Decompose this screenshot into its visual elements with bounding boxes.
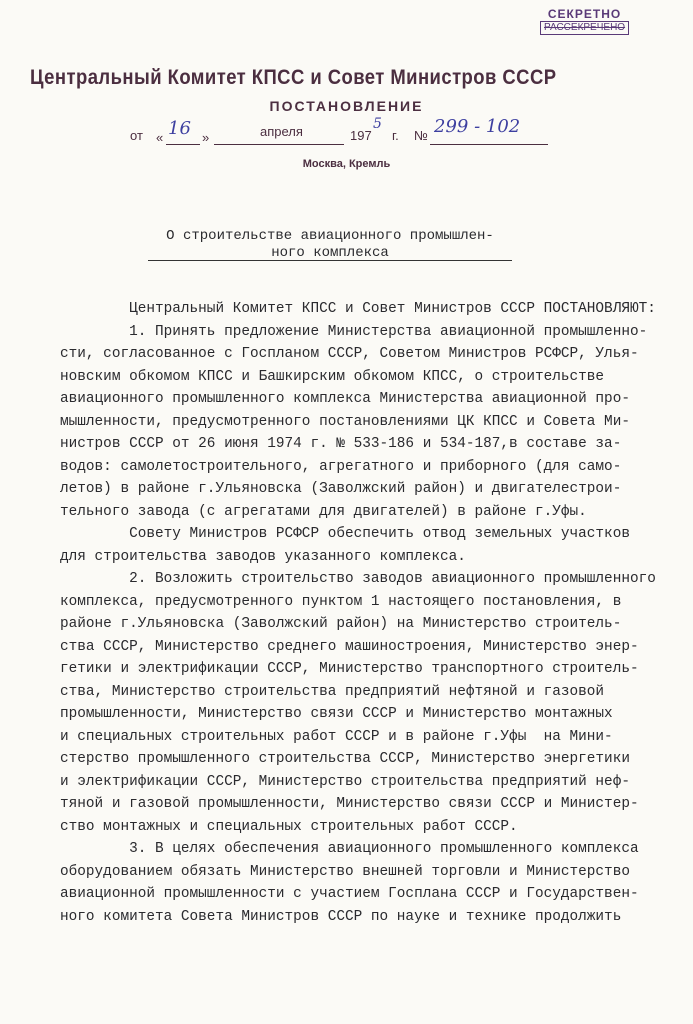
body-line: и электрификации СССР, Министерство строительства предприятий неф- — [60, 773, 630, 790]
document-type: ПОСТАНОВЛЕНИЕ — [269, 98, 424, 114]
body-line: стерство промышленного строительства СССР, Министерство энергетики — [60, 751, 630, 767]
declassified-mark: РАССЕКРЕЧЕНО — [540, 21, 629, 35]
subject-line-1: О строительстве авиационного промышлен- — [166, 228, 494, 244]
body-line: промышленности, Министерство связи СССР и Министерство монтажных — [60, 706, 613, 722]
body-line: новским обкомом КПСС и Башкирским обкомом КПСС, о строительстве — [60, 368, 605, 385]
date-line — [130, 118, 560, 148]
date-dot-open: « — [156, 130, 164, 145]
body-line: авиационного промышленного комплекса Министерства авиационной про- — [60, 391, 630, 407]
classification-stamp — [540, 8, 629, 35]
date-year-digit: 5 — [373, 116, 382, 132]
subject-underline — [148, 260, 512, 261]
body-line: летов) в районе г.Ульяновска (Заволжский район) и двигателестрои- — [60, 481, 622, 497]
document-number: 299 - 102 — [434, 116, 521, 137]
body-line: ства, Министерство строительства предприятий нефтяной и газовой — [60, 683, 605, 700]
date-dot-close: » — [202, 130, 210, 145]
number-sign: № — [414, 128, 428, 143]
date-prefix: от — [130, 128, 143, 143]
body-line: авиационной промышленности с участием Госплана СССР и Государствен- — [60, 886, 639, 902]
place-of-issue: Москва, Кремль — [302, 158, 391, 170]
body-line: ства СССР, Министерство среднего машиностроения, Министерство энер- — [60, 638, 639, 655]
body-line: ство монтажных и специальных строительных работ СССР. — [60, 818, 518, 835]
body-line: ного комитета Совета Министров СССР по науке и технике продолжить — [60, 908, 622, 925]
date-day: 16 — [168, 118, 191, 139]
document-body — [60, 298, 680, 928]
body-line: районе г.Ульяновска (Заволжский район) на Министерство строитель- — [60, 616, 622, 632]
body-line: сти, согласованное с Госпланом СССР, Советом Министров РСФСР, Улья- — [60, 346, 639, 362]
body-line: нистров СССР от 26 июня 1974 г. № 533-186 и 534-187,в составе за- — [60, 436, 622, 452]
date-year: 197 — [350, 128, 372, 143]
date-month: апреля — [260, 124, 303, 139]
body-line: 2. Возложить строительство заводов авиационного промышленного — [60, 571, 656, 587]
body-line: и специальных строительных работ СССР и в районе г.Уфы на Мини- — [60, 728, 613, 745]
date-year-suffix: г. — [392, 128, 399, 143]
body-line: Совету Министров РСФСР обеспечить отвод земельных участков — [60, 526, 630, 542]
body-line: Центральный Комитет КПСС и Совет Министров СССР ПОСТАНОВЛЯЮТ: — [60, 301, 656, 317]
body-line: тяной и газовой промышленности, Министерство связи СССР и Министер- — [60, 796, 639, 812]
body-line: мышленности, предусмотренного постановлениями ЦК КПСС и Совета Ми- — [60, 413, 630, 430]
body-line: гетики и электрификации СССР, Министерство транспортного строитель- — [60, 661, 639, 677]
secret-mark: СЕКРЕТНО — [547, 7, 622, 21]
body-line: 1. Принять предложение Министерства авиационной промышленно- — [60, 323, 648, 340]
document-subject — [130, 228, 530, 262]
subject-line-2: ного комплекса — [271, 245, 389, 261]
body-line: для строительства заводов указанного комплекса. — [60, 548, 466, 565]
issuing-organization: Центральный Комитет КПСС и Совет Министров СССР — [30, 66, 557, 89]
body-line: водов: самолетостроительного, агрегатного и приборного (для само- — [60, 458, 622, 475]
body-line: комплекса, предусмотренного пунктом 1 настоящего постановления, в — [60, 593, 622, 610]
body-line: 3. В целях обеспечения авиационного промышленного комплекса — [60, 841, 639, 857]
body-line: оборудованием обязать Министерство внешней торговли и Министерство — [60, 863, 630, 880]
body-line: тельного завода (с агрегатами для двигателей) в районе г.Уфы. — [60, 503, 587, 520]
